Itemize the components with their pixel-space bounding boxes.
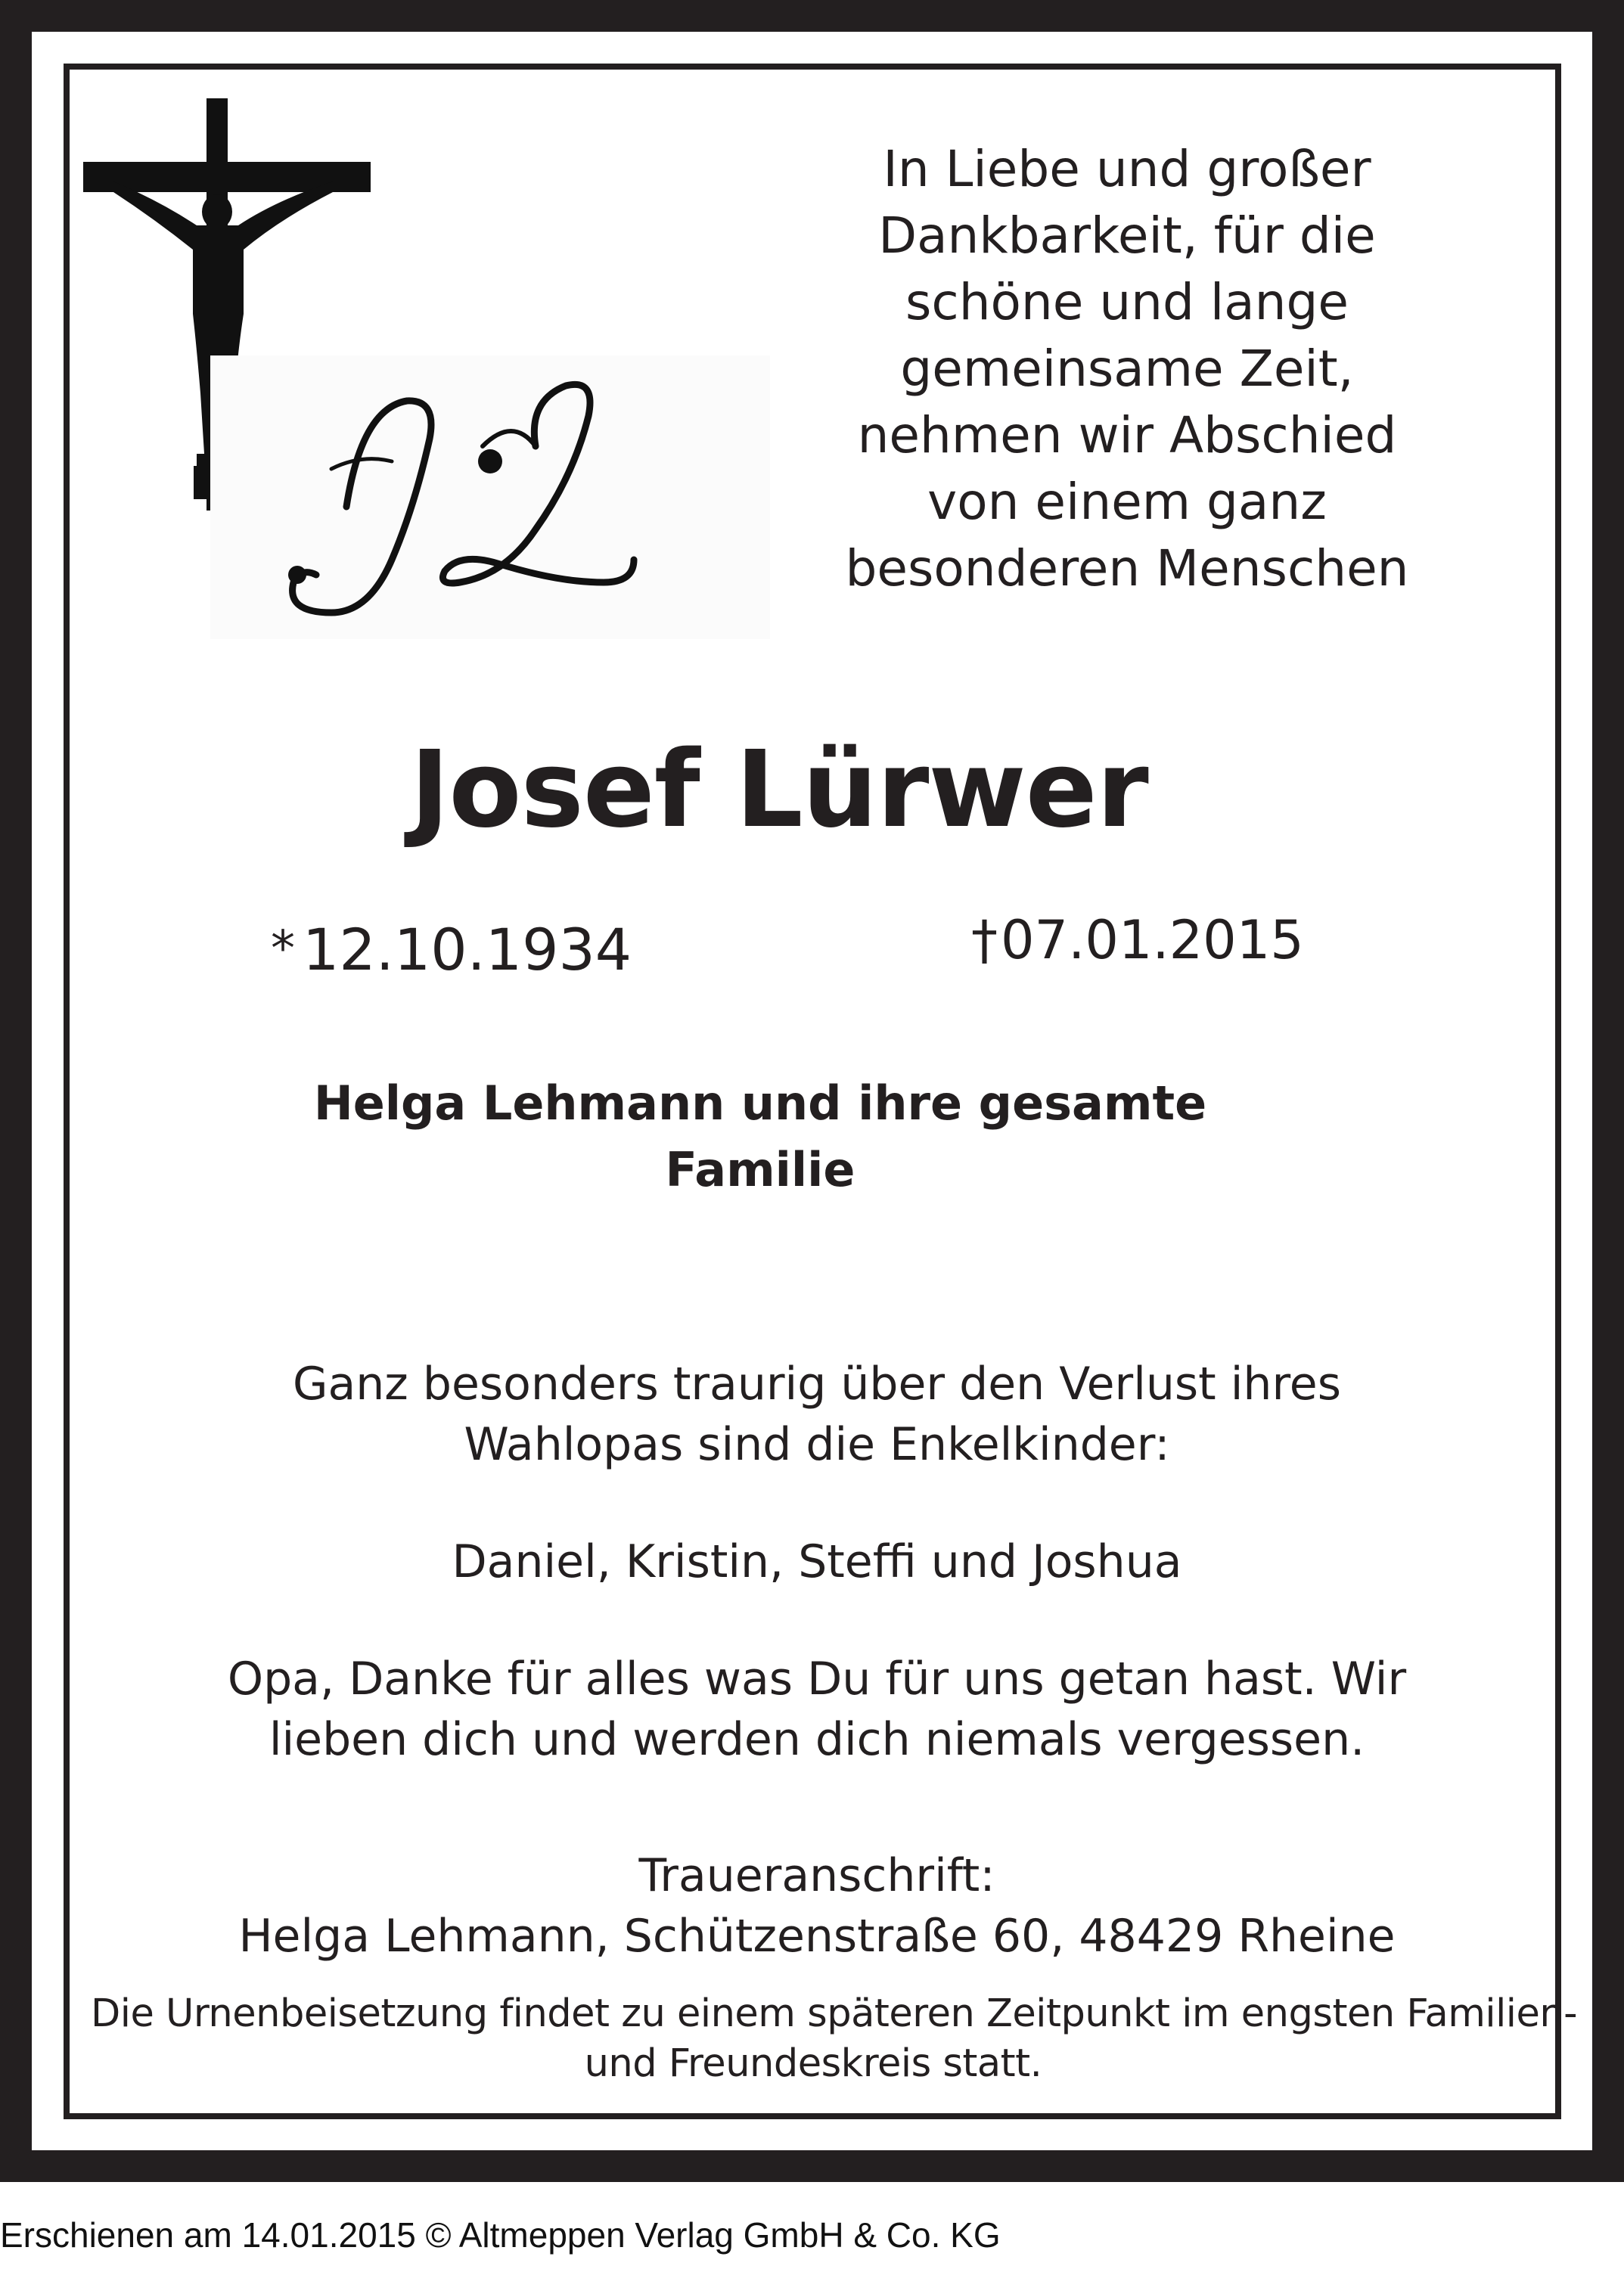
intro-line: Dankbarkeit, für die	[878, 206, 1376, 265]
death-date: 07.01.2015	[1001, 909, 1304, 971]
intro-line: gemeinsame Zeit,	[900, 340, 1354, 398]
birth-date: 12.10.1934	[303, 916, 632, 983]
address-line: Helga Lehmann, Schützenstraße 60, 48429 Rheine	[238, 1910, 1396, 1963]
urn-line: und Freundeskreis statt.	[584, 2041, 1042, 2086]
intro-line: In Liebe und großer	[883, 140, 1371, 198]
grief-line: Wahlopas sind die Enkelkinder:	[464, 1418, 1170, 1471]
family-signature	[227, 1070, 1293, 1203]
deceased-name: Josef Lürwer	[410, 728, 1148, 852]
grandchildren-line: Daniel, Kristin, Steffi und Joshua	[452, 1535, 1182, 1588]
grief-line: Ganz besonders traurig über den Verlust ihres	[293, 1358, 1341, 1411]
family-line: Helga Lehmann und ihre gesamte	[313, 1076, 1207, 1131]
intro-line: schöne und lange	[905, 273, 1349, 331]
urn-burial-note	[91, 1989, 1578, 2089]
address-heading: Traueranschrift:	[638, 1849, 995, 1902]
publication-footer: Erschienen am 14.01.2015 © Altmeppen Verlag GmbH & Co. KG	[0, 2215, 1001, 2255]
mourning-address	[136, 1845, 1498, 1966]
birth-date-line	[271, 915, 632, 984]
intro-line: nehmen wir Abschied	[857, 406, 1397, 464]
monogram-image	[210, 355, 770, 639]
grandchildren-names	[136, 1532, 1498, 1592]
grief-text	[136, 1354, 1498, 1475]
thanks-line: lieben dich und werden dich niemals vergessen.	[269, 1713, 1365, 1766]
thanks-line: Opa, Danke für alles was Du für uns getan hast. Wir	[227, 1653, 1407, 1706]
death-date-line	[971, 906, 1304, 974]
thanks-text	[136, 1649, 1498, 1770]
birth-star-icon: *	[271, 921, 295, 977]
intro-text	[802, 136, 1452, 602]
urn-line: Die Urnenbeisetzung findet zu einem späteren Zeitpunkt im engsten Familien-	[91, 1991, 1578, 2036]
family-line: Familie	[665, 1142, 855, 1197]
death-cross-icon: †	[971, 909, 998, 971]
intro-line: von einem ganz	[927, 473, 1327, 531]
intro-line: besonderen Menschen	[845, 539, 1409, 598]
